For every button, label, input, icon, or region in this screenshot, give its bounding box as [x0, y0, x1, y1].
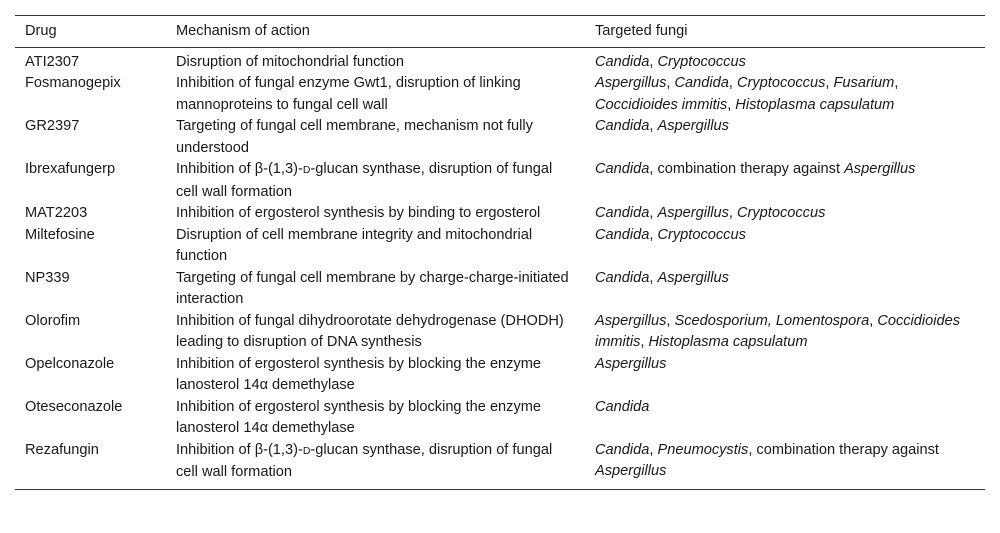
fungus-name: Candida [674, 75, 729, 91]
header-mechanism: Mechanism of action [176, 23, 310, 39]
header-row [15, 16, 985, 48]
fungus-name: Aspergillus [595, 463, 667, 479]
fungus-name: Cryptococcus [657, 53, 746, 70]
targeted-fungi-cell [585, 440, 985, 490]
mechanism-cell: Inhibition of ergosterol synthesis by blocking the enzyme lanosterol 14α demethylase [176, 355, 542, 393]
fungus-name: Candida [595, 269, 650, 286]
drug-name-cell: Rezafungin [25, 441, 99, 458]
header-targeted-fungi: Targeted fungi [595, 23, 688, 39]
fungus-name: Histoplasma capsulatum [735, 96, 895, 113]
mechanism-cell [166, 440, 585, 490]
fungus-name: Cryptococcus [657, 226, 746, 243]
fungus-name: Coccidioides immitis [595, 312, 961, 350]
mechanism-cell: Targeting of fungal cell membrane, mechanism not fully understood [176, 118, 533, 156]
targeted-fungi-cell [585, 354, 985, 397]
drug-name-cell: Miltefosine [25, 226, 95, 243]
table-row [15, 47, 985, 73]
targeted-fungi-cell [585, 73, 985, 116]
targeted-fungi-cell [585, 116, 985, 159]
fungi-separator: , [825, 75, 834, 91]
mechanism-cell: Disruption of mitochondrial function [176, 53, 404, 70]
targeted-fungi-cell [585, 225, 985, 268]
fungus-name: Candida [595, 118, 650, 134]
table-row [15, 73, 985, 116]
table-row [15, 203, 985, 225]
mechanism-text: -glucan synthase, disruption of fungal cell wall formation [176, 161, 553, 200]
drug-name-cell: MAT2203 [25, 205, 88, 221]
drug-name-cell: ATI2307 [25, 53, 80, 70]
table-row [15, 116, 985, 159]
mechanism-text: -glucan synthase, disruption of fungal cell wall formation [176, 441, 553, 480]
targeted-fungi-cell [585, 311, 985, 354]
fungi-separator: , [666, 75, 675, 91]
fungus-name: Coccidioides immitis [595, 96, 728, 113]
fungi-separator: , [649, 226, 658, 243]
fungus-name: Aspergillus [595, 75, 667, 91]
fungi-separator: , [894, 75, 899, 91]
fungus-name: Aspergillus [595, 355, 667, 372]
drug-name-cell: Ibrexafungerp [25, 161, 116, 177]
table-row [15, 440, 985, 490]
drug-name-cell: GR2397 [25, 118, 80, 134]
drug-table-container [15, 15, 985, 490]
fungus-name: Candida [595, 398, 650, 415]
fungi-separator: , [649, 269, 658, 286]
mechanism-cell: Inhibition of ergosterol synthesis by binding to ergosterol [176, 205, 541, 221]
fungi-separator: , [649, 205, 658, 221]
mechanism-text: Inhibition of β-(1,3)- [176, 161, 303, 177]
drug-name-cell: Oteseconazole [25, 398, 123, 415]
drug-name-cell: Olorofim [25, 312, 81, 329]
fungi-separator: , [666, 312, 675, 329]
fungus-name: Aspergillus [657, 205, 729, 221]
mechanism-text: Inhibition of β-(1,3)- [176, 441, 303, 458]
table-body [15, 47, 985, 489]
table-row [15, 397, 985, 440]
drug-name-cell: NP339 [25, 269, 70, 286]
fungus-name: Pneumocystis [657, 441, 749, 458]
fungus-name: Candida [595, 205, 650, 221]
fungus-name: Candida [595, 161, 650, 177]
mechanism-cell: Disruption of cell membrane integrity and mitochondrial function [176, 226, 533, 264]
antifungal-drug-table [15, 15, 985, 490]
fungus-name: Cryptococcus [736, 75, 826, 91]
mechanism-cell: Inhibition of ergosterol synthesis by blocking the enzyme lanosterol 14α demethylase [176, 398, 542, 436]
fungus-name: Fusarium [833, 75, 895, 91]
targeted-fungi-cell [585, 203, 985, 225]
fungus-name: Cryptococcus [736, 205, 826, 221]
table-header [15, 16, 985, 48]
targeted-fungi-cell [585, 397, 985, 440]
mechanism-cell: Inhibition of fungal dihydroorotate dehydrogenase (DHODH) leading to disruption of DNA synthesis [176, 312, 564, 350]
fungi-separator: , [728, 205, 737, 221]
table-row [15, 268, 985, 311]
fungi-separator: , [869, 312, 878, 329]
fungus-name: Candida [595, 226, 650, 243]
fungi-separator: , [728, 75, 737, 91]
small-caps-d: D [302, 164, 311, 176]
fungus-name: Candida [595, 441, 650, 458]
drug-name-cell: Fosmanogepix [25, 75, 121, 91]
fungi-separator: , [649, 441, 658, 458]
fungus-name: Histoplasma capsulatum [648, 334, 808, 350]
table-row [15, 311, 985, 354]
fungus-name: Scedosporium, Lomentospora [674, 312, 870, 329]
table-row [15, 225, 985, 268]
fungi-separator: , [640, 334, 649, 350]
table-row [15, 354, 985, 397]
targeted-fungi-cell [585, 268, 985, 311]
fungi-separator: , [649, 118, 658, 134]
fungi-separator: , [649, 53, 658, 70]
fungus-name: Aspergillus [657, 118, 729, 134]
fungi-separator: , [727, 96, 736, 113]
header-drug: Drug [25, 23, 57, 39]
targeted-fungi-cell [585, 47, 985, 73]
mechanism-cell: Inhibition of fungal enzyme Gwt1, disruption of linking mannoproteins to fungal cell wall [176, 75, 521, 113]
fungi-separator: , combination therapy against [649, 161, 845, 177]
fungus-name: Aspergillus [595, 312, 667, 329]
mechanism-cell [166, 159, 585, 203]
drug-name-cell: Opelconazole [25, 355, 115, 372]
fungus-name: Aspergillus [657, 269, 729, 286]
mechanism-cell: Targeting of fungal cell membrane by charge-charge-initiated interaction [176, 269, 569, 307]
small-caps-d: D [302, 444, 311, 457]
targeted-fungi-cell [585, 159, 985, 203]
table-row [15, 159, 985, 203]
fungi-separator: , combination therapy against [748, 441, 939, 458]
fungus-name: Aspergillus [844, 161, 916, 177]
fungus-name: Candida [595, 53, 650, 70]
